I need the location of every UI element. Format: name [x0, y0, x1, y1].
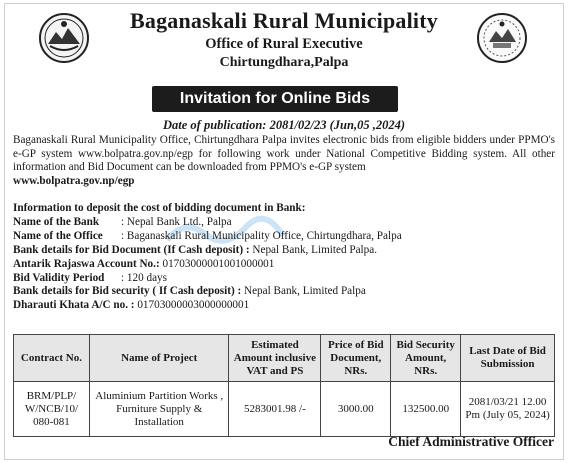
- office-location: Chirtungdhara,Palpa: [219, 55, 349, 70]
- bank-details-label: Bank details for Bid Document (If Cash deposit) :: [13, 243, 250, 256]
- cell-contract-no: BRM/PLP/ W/NCB/10/ 080-081: [14, 382, 90, 437]
- office-value: : Baganaskali Rural Municipality Office, Chirtungdhara, Palpa: [121, 229, 402, 242]
- bank-details-value: Nepal Bank, Limited Palpa.: [252, 243, 378, 256]
- notice-banner: Invitation for Online Bids: [152, 86, 398, 112]
- bid-table: [13, 334, 555, 437]
- bank-label: Name of the Bank: [13, 215, 100, 228]
- publication-date: Date of publication: 2081/02/23 (Jun,05 ,2024): [162, 118, 406, 132]
- intro-link: www.bolpatra.gov.np/egp: [13, 174, 135, 187]
- notice-header: [0, 8, 568, 72]
- signatory: Chief Administrative Officer: [388, 434, 554, 449]
- cell-estimated-amount: 5283001.98 /-: [229, 382, 321, 437]
- validity-label: Bid Validity Period: [13, 271, 105, 284]
- cell-bid-doc-price: 3000.00: [321, 382, 391, 437]
- bank-value: : Nepal Bank Ltd., Palpa: [121, 215, 232, 228]
- col-bid-security: Bid Security Amount, NRs.: [391, 335, 461, 382]
- info-heading: Information to deposit the cost of bidding document in Bank:: [13, 202, 306, 214]
- khata-label: Dharauti Khata A/C no. :: [13, 299, 135, 312]
- cell-last-date: 2081/03/21 12.00 Pm (July 05, 2024): [461, 382, 555, 437]
- cell-project-name: Aluminium Partition Works , Furniture Supply & Installation: [89, 382, 229, 437]
- col-bid-doc-price: Price of Bid Document, NRs.: [321, 335, 391, 382]
- col-estimated-amount: Estimated Amount inclusive VAT and PS: [229, 335, 321, 382]
- col-project-name: Name of Project: [89, 335, 229, 382]
- table-header-row: [14, 335, 555, 382]
- municipality-title: Baganaskali Rural Municipality: [130, 8, 438, 33]
- account-label: Antarik Rajaswa Account No.:: [13, 257, 160, 270]
- validity-value: : 120 days: [121, 271, 167, 284]
- bank-info: [13, 202, 555, 313]
- col-contract-no: Contract No.: [14, 335, 90, 382]
- security-value: Nepal Bank, Limited Palpa: [244, 285, 366, 298]
- security-label: Bank details for Bid security ( If Cash deposit) :: [13, 285, 242, 298]
- khata-value: 01703000003000000001: [137, 299, 250, 312]
- intro-paragraph: [13, 134, 555, 188]
- account-value: 01703000001001000001: [162, 257, 275, 270]
- cell-bid-security: 132500.00: [391, 382, 461, 437]
- table-row: [14, 382, 555, 437]
- office-label: Name of the Office: [13, 229, 103, 242]
- office-name: Office of Rural Executive: [205, 36, 363, 52]
- intro-text: Baganaskali Rural Municipality Office, Chirtungdhara Palpa invites electronic bids from eligible bidders under PPMO's e-GP system www.bolpatra.gov.np/egp for following work under National Competitive Bidding system. All other information and Bid Document can be downloaded from PPMO's e-GP system: [13, 134, 555, 173]
- col-last-date: Last Date of Bid Submission: [461, 335, 555, 382]
